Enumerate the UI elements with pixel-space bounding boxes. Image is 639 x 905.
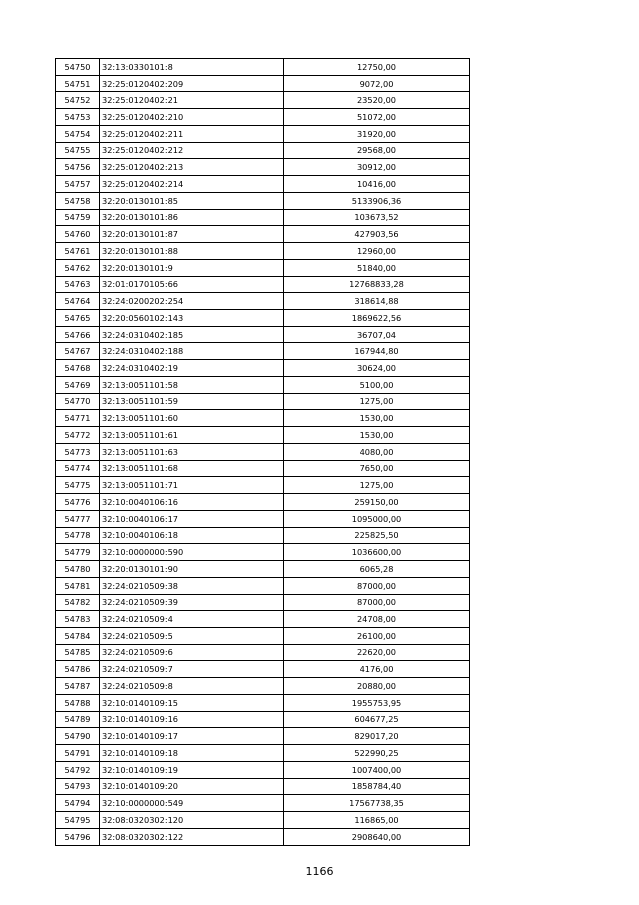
table-row xyxy=(56,694,470,711)
table-row xyxy=(56,393,470,410)
row-number-cell: 54789 xyxy=(56,711,100,728)
value-cell: 12750,00 xyxy=(284,59,470,76)
table-row xyxy=(56,427,470,444)
table-row xyxy=(56,812,470,829)
value-cell: 1955753,95 xyxy=(284,694,470,711)
value-cell: 20880,00 xyxy=(284,678,470,695)
value-cell: 12768833,28 xyxy=(284,276,470,293)
row-number-cell: 54751 xyxy=(56,75,100,92)
row-number-cell: 54781 xyxy=(56,577,100,594)
row-number-cell: 54768 xyxy=(56,360,100,377)
cadastral-number-cell: 32:25:0120402:211 xyxy=(100,125,284,142)
value-cell: 4080,00 xyxy=(284,443,470,460)
value-cell: 36707,04 xyxy=(284,326,470,343)
value-cell: 116865,00 xyxy=(284,812,470,829)
row-number-cell: 54779 xyxy=(56,544,100,561)
value-cell: 22620,00 xyxy=(284,644,470,661)
table-row xyxy=(56,611,470,628)
row-number-cell: 54771 xyxy=(56,410,100,427)
data-table xyxy=(55,58,470,846)
cadastral-number-cell: 32:24:0210509:6 xyxy=(100,644,284,661)
cadastral-number-cell: 32:25:0120402:212 xyxy=(100,142,284,159)
row-number-cell: 54794 xyxy=(56,795,100,812)
cadastral-number-cell: 32:20:0130101:87 xyxy=(100,226,284,243)
value-cell: 427903,56 xyxy=(284,226,470,243)
row-number-cell: 54795 xyxy=(56,812,100,829)
table-row xyxy=(56,778,470,795)
cadastral-number-cell: 32:10:0140109:19 xyxy=(100,761,284,778)
table-row xyxy=(56,159,470,176)
table-row xyxy=(56,293,470,310)
table-row xyxy=(56,109,470,126)
table-row xyxy=(56,711,470,728)
value-cell: 2908640,00 xyxy=(284,828,470,845)
cadastral-number-cell: 32:08:0320302:122 xyxy=(100,828,284,845)
table-row xyxy=(56,276,470,293)
value-cell: 17567738,35 xyxy=(284,795,470,812)
row-number-cell: 54782 xyxy=(56,594,100,611)
table-row xyxy=(56,360,470,377)
value-cell: 103673,52 xyxy=(284,209,470,226)
row-number-cell: 54785 xyxy=(56,644,100,661)
table-row xyxy=(56,92,470,109)
row-number-cell: 54766 xyxy=(56,326,100,343)
row-number-cell: 54752 xyxy=(56,92,100,109)
table-row xyxy=(56,828,470,845)
cadastral-number-cell: 32:13:0051101:63 xyxy=(100,443,284,460)
value-cell: 9072,00 xyxy=(284,75,470,92)
value-cell: 1275,00 xyxy=(284,393,470,410)
value-cell: 87000,00 xyxy=(284,594,470,611)
value-cell: 30624,00 xyxy=(284,360,470,377)
value-cell: 6065,28 xyxy=(284,561,470,578)
value-cell: 24708,00 xyxy=(284,611,470,628)
value-cell: 7650,00 xyxy=(284,460,470,477)
cadastral-number-cell: 32:24:0310402:188 xyxy=(100,343,284,360)
table-row xyxy=(56,443,470,460)
row-number-cell: 54764 xyxy=(56,293,100,310)
row-number-cell: 54786 xyxy=(56,661,100,678)
table-row xyxy=(56,761,470,778)
row-number-cell: 54760 xyxy=(56,226,100,243)
row-number-cell: 54755 xyxy=(56,142,100,159)
table-row xyxy=(56,226,470,243)
table-row xyxy=(56,310,470,327)
cadastral-number-cell: 32:25:0120402:209 xyxy=(100,75,284,92)
row-number-cell: 54777 xyxy=(56,510,100,527)
table-row xyxy=(56,594,470,611)
table-row xyxy=(56,75,470,92)
row-number-cell: 54758 xyxy=(56,192,100,209)
cadastral-number-cell: 32:10:0140109:15 xyxy=(100,694,284,711)
cadastral-number-cell: 32:13:0051101:68 xyxy=(100,460,284,477)
cadastral-number-cell: 32:20:0130101:9 xyxy=(100,259,284,276)
value-cell: 87000,00 xyxy=(284,577,470,594)
table-row xyxy=(56,494,470,511)
table-row xyxy=(56,343,470,360)
cadastral-number-cell: 32:13:0051101:58 xyxy=(100,376,284,393)
value-cell: 1530,00 xyxy=(284,427,470,444)
cadastral-number-cell: 32:10:0140109:16 xyxy=(100,711,284,728)
cadastral-number-cell: 32:24:0210509:7 xyxy=(100,661,284,678)
table-row xyxy=(56,527,470,544)
cadastral-number-cell: 32:20:0130101:85 xyxy=(100,192,284,209)
value-cell: 31920,00 xyxy=(284,125,470,142)
cadastral-number-cell: 32:13:0051101:59 xyxy=(100,393,284,410)
row-number-cell: 54763 xyxy=(56,276,100,293)
page-number: 1166 xyxy=(305,865,334,878)
table-row xyxy=(56,59,470,76)
table-row xyxy=(56,477,470,494)
value-cell: 23520,00 xyxy=(284,92,470,109)
row-number-cell: 54773 xyxy=(56,443,100,460)
row-number-cell: 54776 xyxy=(56,494,100,511)
table-row xyxy=(56,326,470,343)
row-number-cell: 54750 xyxy=(56,59,100,76)
table-row xyxy=(56,176,470,193)
value-cell: 10416,00 xyxy=(284,176,470,193)
row-number-cell: 54754 xyxy=(56,125,100,142)
row-number-cell: 54775 xyxy=(56,477,100,494)
cadastral-number-cell: 32:01:0170105:66 xyxy=(100,276,284,293)
cadastral-number-cell: 32:10:0140109:17 xyxy=(100,728,284,745)
table-row xyxy=(56,561,470,578)
row-number-cell: 54772 xyxy=(56,427,100,444)
table-row xyxy=(56,142,470,159)
cadastral-number-cell: 32:13:0051101:71 xyxy=(100,477,284,494)
row-number-cell: 54792 xyxy=(56,761,100,778)
table-row xyxy=(56,544,470,561)
cadastral-number-cell: 32:25:0120402:210 xyxy=(100,109,284,126)
row-number-cell: 54770 xyxy=(56,393,100,410)
cadastral-number-cell: 32:25:0120402:213 xyxy=(100,159,284,176)
value-cell: 225825,50 xyxy=(284,527,470,544)
value-cell: 1530,00 xyxy=(284,410,470,427)
table-row xyxy=(56,728,470,745)
cadastral-number-cell: 32:24:0200202:254 xyxy=(100,293,284,310)
table-row xyxy=(56,259,470,276)
row-number-cell: 54784 xyxy=(56,627,100,644)
row-number-cell: 54793 xyxy=(56,778,100,795)
value-cell: 318614,88 xyxy=(284,293,470,310)
row-number-cell: 54756 xyxy=(56,159,100,176)
cadastral-number-cell: 32:24:0210509:39 xyxy=(100,594,284,611)
cadastral-number-cell: 32:10:0040106:17 xyxy=(100,510,284,527)
row-number-cell: 54780 xyxy=(56,561,100,578)
cadastral-number-cell: 32:13:0330101:8 xyxy=(100,59,284,76)
value-cell: 829017,20 xyxy=(284,728,470,745)
value-cell: 30912,00 xyxy=(284,159,470,176)
cadastral-number-cell: 32:24:0210509:38 xyxy=(100,577,284,594)
row-number-cell: 54796 xyxy=(56,828,100,845)
cadastral-number-cell: 32:24:0210509:8 xyxy=(100,678,284,695)
value-cell: 1275,00 xyxy=(284,477,470,494)
value-cell: 522990,25 xyxy=(284,745,470,762)
row-number-cell: 54774 xyxy=(56,460,100,477)
table-row xyxy=(56,661,470,678)
row-number-cell: 54762 xyxy=(56,259,100,276)
row-number-cell: 54791 xyxy=(56,745,100,762)
cadastral-number-cell: 32:25:0120402:21 xyxy=(100,92,284,109)
row-number-cell: 54753 xyxy=(56,109,100,126)
cadastral-number-cell: 32:10:0140109:20 xyxy=(100,778,284,795)
table-row xyxy=(56,510,470,527)
row-number-cell: 54783 xyxy=(56,611,100,628)
cadastral-number-cell: 32:20:0560102:143 xyxy=(100,310,284,327)
cadastral-number-cell: 32:24:0210509:5 xyxy=(100,627,284,644)
cadastral-number-cell: 32:13:0051101:61 xyxy=(100,427,284,444)
value-cell: 51840,00 xyxy=(284,259,470,276)
cadastral-number-cell: 32:25:0120402:214 xyxy=(100,176,284,193)
value-cell: 259150,00 xyxy=(284,494,470,511)
row-number-cell: 54757 xyxy=(56,176,100,193)
table-row xyxy=(56,410,470,427)
cadastral-number-cell: 32:20:0130101:88 xyxy=(100,243,284,260)
table-row xyxy=(56,678,470,695)
table-row xyxy=(56,376,470,393)
table-row xyxy=(56,644,470,661)
cadastral-number-cell: 32:20:0130101:86 xyxy=(100,209,284,226)
row-number-cell: 54759 xyxy=(56,209,100,226)
row-number-cell: 54767 xyxy=(56,343,100,360)
row-number-cell: 54761 xyxy=(56,243,100,260)
table-row xyxy=(56,209,470,226)
table-row xyxy=(56,192,470,209)
value-cell: 4176,00 xyxy=(284,661,470,678)
value-cell: 1095000,00 xyxy=(284,510,470,527)
table-row xyxy=(56,627,470,644)
value-cell: 167944,80 xyxy=(284,343,470,360)
table-row xyxy=(56,460,470,477)
cadastral-number-cell: 32:24:0310402:19 xyxy=(100,360,284,377)
value-cell: 1869622,56 xyxy=(284,310,470,327)
value-cell: 29568,00 xyxy=(284,142,470,159)
value-cell: 1858784,40 xyxy=(284,778,470,795)
row-number-cell: 54769 xyxy=(56,376,100,393)
cadastral-number-cell: 32:10:0040106:18 xyxy=(100,527,284,544)
value-cell: 5133906,36 xyxy=(284,192,470,209)
value-cell: 1036600,00 xyxy=(284,544,470,561)
row-number-cell: 54778 xyxy=(56,527,100,544)
table-row xyxy=(56,745,470,762)
value-cell: 51072,00 xyxy=(284,109,470,126)
cadastral-number-cell: 32:13:0051101:60 xyxy=(100,410,284,427)
cadastral-number-cell: 32:08:0320302:120 xyxy=(100,812,284,829)
table-row xyxy=(56,125,470,142)
cadastral-number-cell: 32:10:0140109:18 xyxy=(100,745,284,762)
cadastral-number-cell: 32:10:0040106:16 xyxy=(100,494,284,511)
cadastral-number-cell: 32:24:0210509:4 xyxy=(100,611,284,628)
value-cell: 1007400,00 xyxy=(284,761,470,778)
cadastral-number-cell: 32:24:0310402:185 xyxy=(100,326,284,343)
table-row xyxy=(56,243,470,260)
table-body xyxy=(56,59,470,846)
row-number-cell: 54788 xyxy=(56,694,100,711)
value-cell: 5100,00 xyxy=(284,376,470,393)
table-row xyxy=(56,795,470,812)
document-sheet xyxy=(55,58,466,846)
row-number-cell: 54765 xyxy=(56,310,100,327)
row-number-cell: 54787 xyxy=(56,678,100,695)
cadastral-number-cell: 32:10:0000000:590 xyxy=(100,544,284,561)
cadastral-number-cell: 32:10:0000000:549 xyxy=(100,795,284,812)
cadastral-number-cell: 32:20:0130101:90 xyxy=(100,561,284,578)
value-cell: 26100,00 xyxy=(284,627,470,644)
value-cell: 604677,25 xyxy=(284,711,470,728)
table-row xyxy=(56,577,470,594)
value-cell: 12960,00 xyxy=(284,243,470,260)
row-number-cell: 54790 xyxy=(56,728,100,745)
